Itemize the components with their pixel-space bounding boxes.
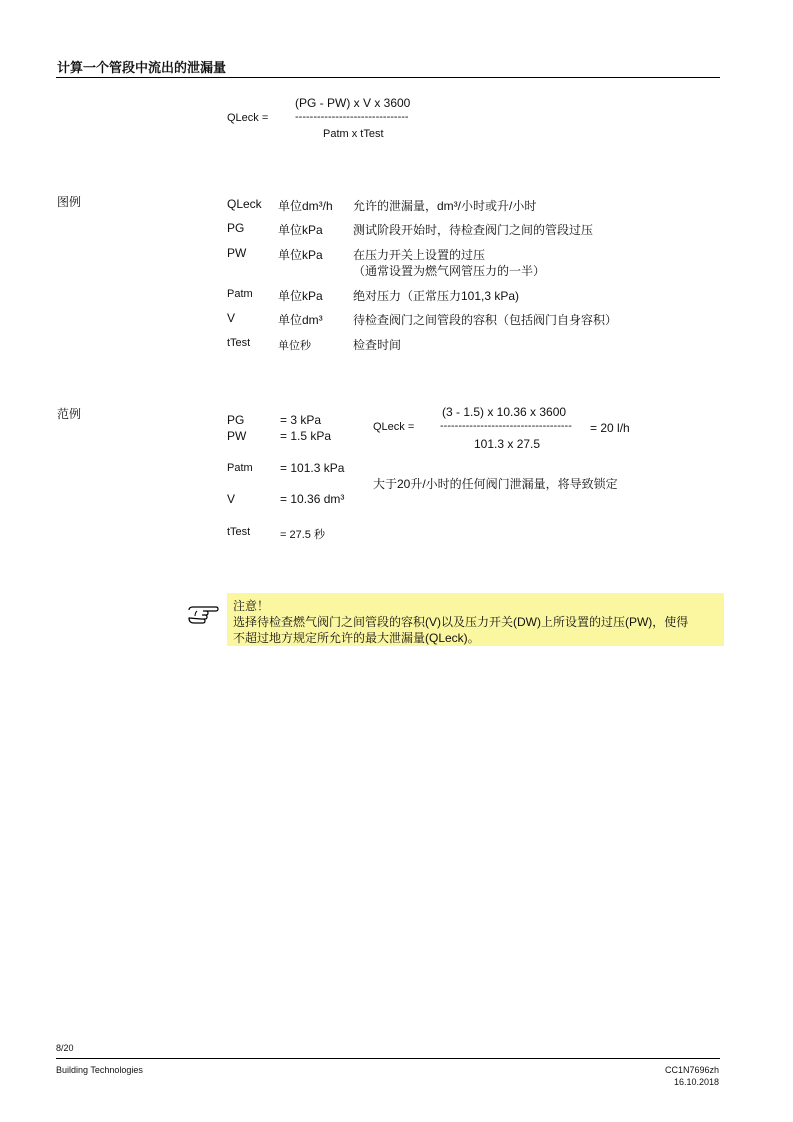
note-line-2: 不超过地方规定所允许的最大泄漏量(QLeck)。 — [233, 631, 480, 645]
legend-unit: 单位秒 — [278, 340, 311, 352]
calc-numerator: (3 - 1.5) x 10.36 x 3600 — [442, 405, 567, 419]
note-line-1: 选择待检查燃气阀门之间管段的容积(V)以及压力开关(DW)上所设置的过压(PW)，使得 — [233, 615, 689, 629]
example-symbol: Patm — [227, 462, 253, 474]
example-value: = 3 kPa — [280, 413, 322, 427]
footer-rule — [56, 1058, 720, 1059]
legend-heading: 图例 — [57, 195, 82, 209]
company-name: Building Technologies — [56, 1065, 143, 1075]
legend-unit: 单位dm³/h — [278, 199, 333, 213]
example-heading: 范例 — [57, 407, 82, 421]
header-rule — [56, 77, 720, 78]
example-symbol: PW — [227, 429, 247, 443]
example-symbol: V — [227, 492, 236, 506]
pointing-hand-icon — [186, 604, 220, 626]
formula-numerator: (PG - PW) x V x 3600 — [295, 96, 411, 110]
formula-lhs: QLeck = — [227, 112, 269, 124]
legend-unit: 单位kPa — [278, 248, 323, 262]
example-value: = 27.5 秒 — [280, 529, 325, 541]
document-id: CC1N7696zh — [664, 1065, 719, 1075]
page-number: 8/20 — [56, 1043, 74, 1053]
legend-desc: 待检查阀门之间管段的容积（包括阀门自身容积） — [353, 313, 618, 327]
calc-divider: ------------------------------------ — [440, 420, 572, 432]
legend-desc: 测试阶段开始时，待检查阀门之间的管段过压 — [353, 223, 594, 237]
note-box — [227, 593, 724, 646]
example-conclusion: 大于20升/小时的任何阀门泄漏量，将导致锁定 — [373, 477, 618, 491]
legend-unit: 单位kPa — [278, 289, 323, 303]
legend-desc: 在压力开关上设置的过压 — [353, 248, 486, 262]
calc-result: = 20 l/h — [590, 421, 630, 435]
document-date: 16.10.2018 — [673, 1077, 719, 1087]
legend-unit: 单位kPa — [278, 223, 323, 237]
example-symbol: PG — [227, 413, 245, 427]
example-value: = 10.36 dm³ — [280, 492, 345, 506]
example-symbol: tTest — [227, 526, 251, 538]
legend-symbol: PW — [227, 246, 247, 260]
legend-symbol: Patm — [227, 288, 253, 300]
legend-symbol: V — [227, 311, 236, 325]
calc-denominator: 101.3 x 27.5 — [474, 437, 541, 451]
legend-desc: 允许的泄漏量，dm³/小时或升/小时 — [353, 199, 537, 213]
legend-unit: 单位dm³ — [278, 313, 323, 327]
page-title: 计算一个管段中流出的泄漏量 — [57, 60, 227, 75]
calc-lhs: QLeck = — [373, 421, 415, 433]
legend-desc-continued: （通常设置为燃气网管压力的一半） — [353, 264, 546, 278]
legend-symbol: PG — [227, 221, 245, 235]
legend-desc: 绝对压力（正常压力101,3 kPa) — [353, 289, 520, 303]
legend-symbol: tTest — [227, 337, 251, 349]
example-value: = 101.3 kPa — [280, 461, 345, 475]
legend-desc: 检查时间 — [353, 338, 402, 352]
example-value: = 1.5 kPa — [280, 429, 332, 443]
formula-divider: ------------------------------- — [295, 111, 409, 123]
formula-denominator: Patm x tTest — [323, 128, 384, 140]
legend-symbol: QLeck — [227, 197, 262, 211]
note-title: 注意！ — [233, 599, 270, 613]
